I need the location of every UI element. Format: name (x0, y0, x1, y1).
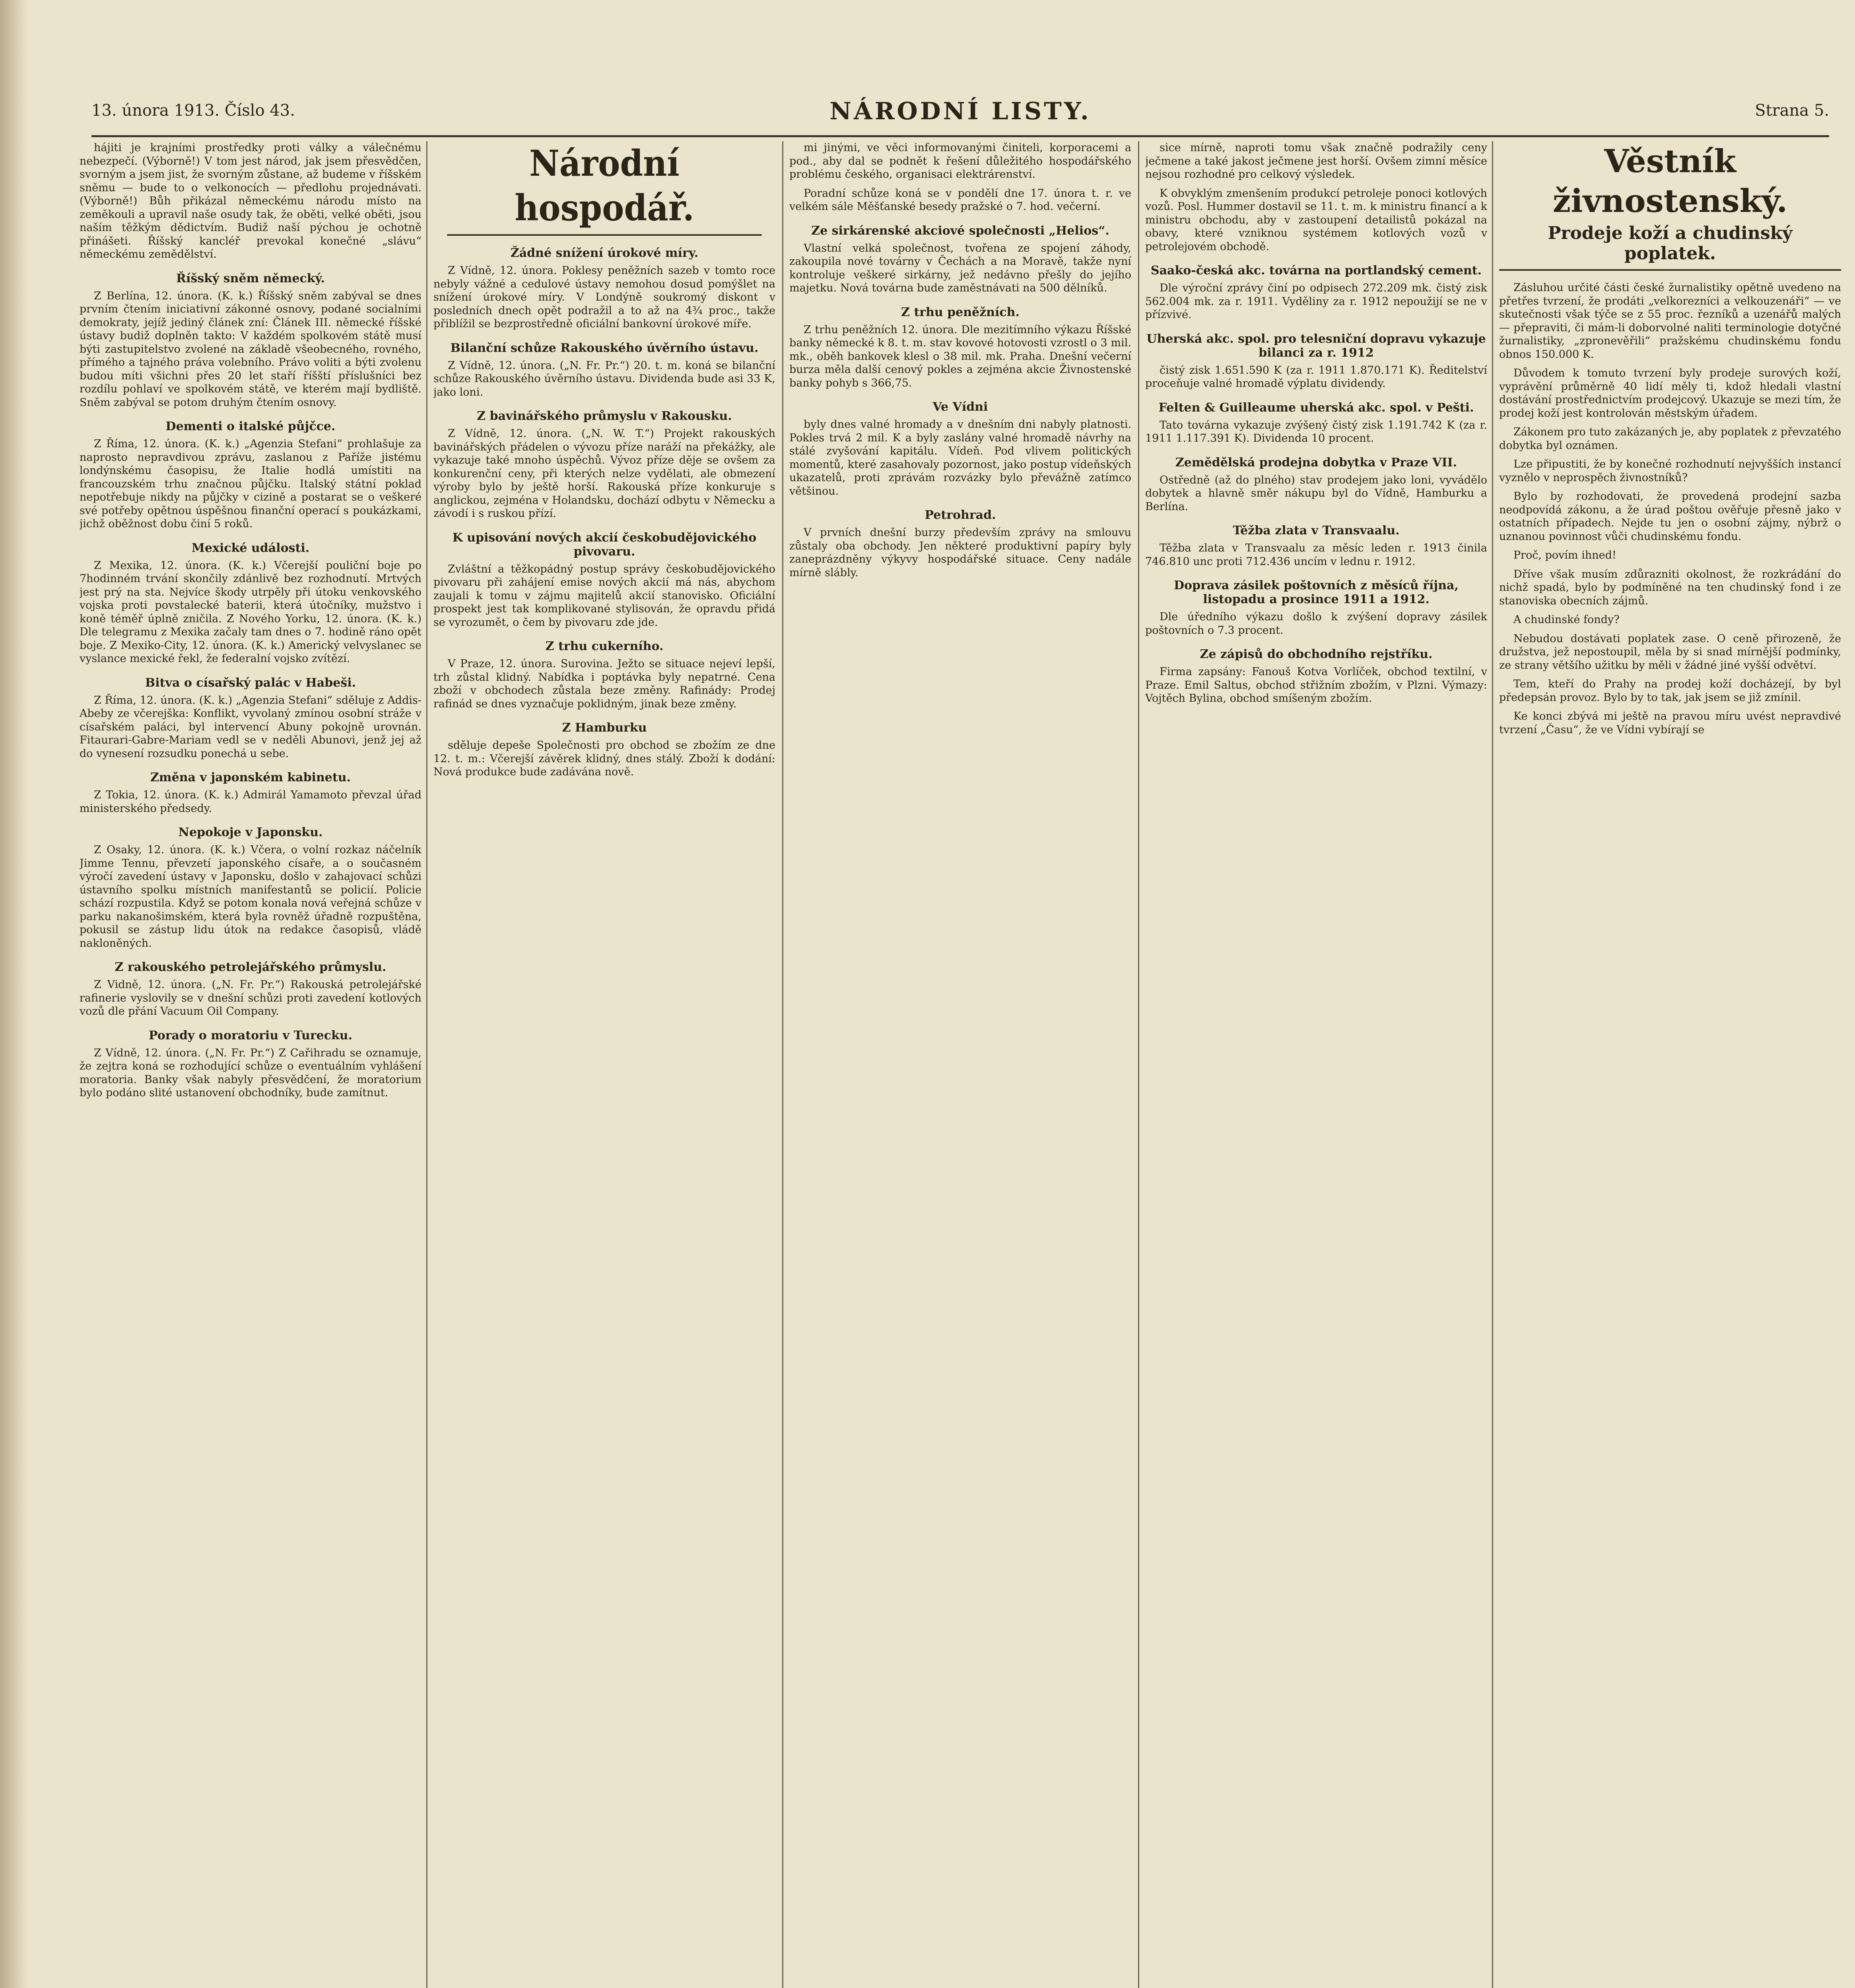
section-subtitle: Prodeje koží a chudinský poplatek. (1499, 223, 1841, 271)
article-text: Z Vídně, 12. února. Poklesy peněžních sazeb v tomto roce nebyly vážné a cedulové ústavy nemohou dosud pomýšlet na snížení úrokové míry. V Londýně soukromý diskont v posledních dnech opět podražil a to až na 4¾ proc., takže přiblížil se bezprostředně oficiální bankovní úrokové míře. (433, 264, 775, 330)
column-4 (1145, 141, 1487, 1988)
page-header (91, 97, 1829, 137)
article-text: Proč, povím ihned! (1513, 549, 1616, 561)
page-number: Strana 5. (1755, 101, 1829, 120)
article-text: Dle úředního výkazu došlo k zvýšení dopravy zásilek poštovních o 7.3 procent. (1145, 611, 1487, 637)
article-text: Z Vídně, 12. února. („N. W. T.“) Projekt rakouských bavinářských přádelen o vývozu příze naráží na překážky, ale vykazuje také mnoho úspěchů. Vývoz příze děje se ovšem za konkurenční ceny, při kterých nelze vydělati, ale obmezení výroby bylo by ještě horší. Rakouská příze konkuruje s anglickou, zejména v Holandsku, dochází odbytu v Německu a závodí i s ruskou přízí. (433, 427, 775, 520)
headline: Bilanční schůze Rakouského úvěrního ústavu. (450, 341, 759, 355)
article-text: Tato továrna vykazuje zvýšený čistý zisk 1.191.742 K (za r. 1911 1.117.391 K). Dividenda 10 procent. (1145, 419, 1487, 445)
article-text: sděluje depeše Společnosti pro obchod se zbožím ze dne 12. t. m.: Včerejší závěrek klidný, dnes stálý. Zboží k dodání: Nová produkce bude zadávána nově. (433, 739, 775, 778)
headline: Saako-česká akc. továrna na portlandský cement. (1150, 264, 1482, 278)
article-text: Bylo by rozhodovati, že provedená prodejní sazba neodpovídá zákonu, a že úrad poštou ověřuje přesně jako v ostatních případech. Nejde tu jen o osobní zájmy, nýbrž o uznanou povinnost vůči chudinskému fondu. (1499, 490, 1841, 543)
headline: Dementi o italské půjčce. (165, 419, 336, 433)
article-text: Firma zapsány: Fanouš Kotva Vorlíček, obchod textilní, v Praze. Emil Saltus, obchod střižním zbožím, v Plzni. Výmazy: Vojtěch Bylina, obchod smíšeným zbožím. (1145, 666, 1487, 705)
headline: Uherská akc. spol. pro telesniční dopravu vykazuje bilanci za r. 1912 (1146, 332, 1486, 360)
article-text: čistý zisk 1.651.590 K (za r. 1911 1.870.171 K). Ředitelství proceňuje valné hromadě výplatu dividendy. (1145, 364, 1487, 390)
headline: Z Hamburku (562, 721, 647, 735)
headline: Petrohrad. (925, 508, 996, 522)
article-text: V prvních dnešní burzy především zprávy na smlouvu zůstaly oba obchody. Jen některé produktivní papíry byly zaneprázdněny výkyvy hospodářské situace. Ceny nadále mírně slábly. (789, 526, 1131, 579)
headline: Z trhu cukerního. (545, 639, 664, 653)
headline: Felten & Guilleaume uherská akc. spol. v Pešti. (1158, 400, 1474, 415)
article-text: Z Osaky, 12. února. (K. k.) Včera, o volní rozkaz náčelník Jimme Tennu, převzetí japonského císaře, a o současném výročí zavedení ústavy v Japonsku, došlo v zahajovací schůzi ústavního spolku místních manifestantů se policií. Policie schází rozpustila. Když se potom konala nová veřejná schůze v parku nakanošimském, která byla rovněž úřadně rozpuštěna, pokusil se zástup lidu útok na redakce časopisů, vládě nakloněných. (80, 844, 422, 949)
headline: Ve Vídni (932, 400, 988, 414)
headline: Zemědělská prodejna dobytka v Praze VII. (1175, 455, 1457, 470)
headline: Změna v japonském kabinetu. (150, 771, 351, 784)
article-continuation: sice mírně, naproti tomu však značně podražily ceny ječmene a také jakost ječmene jest horší. Ovšem zimní měsíce nejsou rozhodné pro celkový výsledek. (1145, 142, 1487, 181)
article-text: A chudinské fondy? (1513, 613, 1620, 626)
headline: Říšský sněm německý. (176, 271, 325, 285)
column-rule (782, 141, 783, 1988)
article-text: Tem, kteří do Prahy na prodej koží docházejí, by byl předepsán provoz. Bylo by to tak, jak jsem se již zmínil. (1499, 678, 1841, 704)
article-text: Zásluhou určité části české žurnalistiky opětně uvedeno na přetřes tvrzení, že prodáti „velkorezníci a velkouzenáři“ — ve skutečnosti však týče se z 55 proc. řezníků a uzenářů malých — přepraviti, či mám-li doborvolné naliti terminologie dotyčné žurnalistiky, „zpronevěřili“ pražskému chudinskému fondu obnos 150.000 K. (1499, 282, 1841, 361)
article-text: Těžba zlata v Transvaalu za měsíc leden r. 1913 činila 746.810 unc proti 712.436 uncím v lednu r. 1912. (1145, 542, 1487, 568)
column-rule (426, 141, 427, 1988)
issue-date: 13. února 1913. Číslo 43. (91, 101, 295, 120)
headline: Z trhu peněžních. (901, 305, 1020, 319)
column-3 (789, 141, 1131, 1988)
article-text: Z Mexika, 12. února. (K. k.) Včerejší pouliční boje po 7hodinném trvání skončily zdánlivě bez rozhodnutí. Mrtvých jest prý na sta. Nejvíce škody utrpěly při útoku venkovského vojska proti povstalecké baterii, která útočníky, mužstvo i koně téměř úplně zničila. Z Nového Yorku, 12. února. (K. k.) Dle telegramu z Mexika začaly tam dnes o 7. hodině ráno opět boje. Z Mexiko-City, 12. února. (K. k.) Americký velvyslanec se vyslance mexické řekl, že federalní vojsko zvítězí. (80, 559, 422, 665)
article-text: Nebudou dostávati poplatek zase. O ceně přirozeně, že družstva, jež nepostoupil, měla by si snad mírnější podmínky, ze strany většího užitku by měli v žádné jiné vyšší odvětví. (1499, 632, 1841, 672)
headline: Bitva o císařský palác v Habeši. (145, 676, 356, 690)
article-text: Z Tokia, 12. února. (K. k.) Admirál Yamamoto převzal úřad ministerského předsedy. (80, 789, 422, 815)
article-text: Lze připustiti, že by konečné rozhodnutí nejvyšších instancí vyznělo v neprospěch živnostníků? (1499, 458, 1841, 484)
article-text: Dle výroční zprávy činí po odpisech 272.209 mk. čistý zisk 562.004 mk. za r. 1911. Vyděliny za r. 1912 nepoužijí se ne v přízvivé. (1145, 282, 1487, 321)
article-text: Zákonem pro tuto zakázaných je, aby poplatek z převzatého dobytka byl oznámen. (1499, 426, 1841, 452)
article-text: Z Říma, 12. února. (K. k.) „Agenzia Stefani“ prohlašuje za naprosto nepravdivou zprávu, zaslanou z Paříže jistému londýnskému časopisu, že Italie hodlá umístiti na francouzském trhu značnou půjčku. Italský státní poklad nepotřebuje nikdy na půjčky v cizině a postarat se o veškeré své potřeby opětnou úspěšnou finanční operací s poukázkami, jichž oběžnost dobu činí 5 roků. (80, 438, 422, 530)
article-text: V Praze, 12. února. Surovina. Ježto se situace nejeví lepší, trh zůstal klidný. Nabídka i poptávka byly nepatrné. Cena zboží v obchodech zůstala beze změny. Rafinády: Prodej rafinád se dnes vyznačuje poklidným, jinak beze změny. (433, 658, 775, 710)
newspaper-title: NÁRODNÍ LISTY. (829, 97, 1091, 125)
article-text: Z Vídně, 12. února. („N. Fr. Pr.“) Z Cařihradu se oznamuje, že zejtra koná se rozhodující schůze o eventuálním vyhlášení moratoria. Banky však nabyly přesvědčení, že moratorium bylo podáno slité ustanovení obchodníky, bude zamítnut. (80, 1046, 422, 1099)
article-text: Z Vidně, 12. února. („N. Fr. Pr.“) Rakouská petrolejářské rafinerie vyslovily se v dnešní schůzi proti zavedení kotlových vozů dle přání Vacuum Oil Company. (80, 978, 422, 1017)
headline: Z bavinářského průmyslu v Rakousku. (477, 409, 732, 423)
article-text: Ostředně (až do plného) stav prodejem jako loni, vyvádělo dobytek a hlavně směr nákupu byl do Vídně, Hamburku a Berlína. (1145, 474, 1487, 513)
headline: Mexické události. (191, 541, 310, 555)
section-title: Věstník živnostenský. (1552, 142, 1788, 219)
headline: Žádné snížení úrokové míry. (510, 246, 699, 260)
article-text: Z Berlína, 12. února. (K. k.) Říšský sněm zabýval se dnes prvním čtením iniciativní zákonné osnovy, podané socialními demokraty, jejíž jediný článek zní: Článek III. německé říšské ústavy budiž doplněn takto: V každém spolkovém státě musí býti zastupitelstvo zvolené na základě všeobecného, rovného, přímého a tajného práva volebního. Právo voliti a býti zvolenu budou míti všichni přes 20 let staří říšští příslušníci bez rozdílu pohlaví ve spolkovém státě, ve kterém mají bydliště. Sněm zabýval se potom druhým čtením osnovy. (80, 289, 422, 409)
article-text: Z trhu peněžních 12. února. Dle mezitímního výkazu Říšské banky německé k 8. t. m. stav kovové hotovosti vzrostl o 3 mil. mk., oběh bankovek klesl o 38 mil. mk. Praha. Dnešní večerní burza měla další cenový pokles a zejména akcie Živnostenské banky pohyb s 366,75. (789, 323, 1131, 389)
column-1 (80, 141, 422, 1988)
column-5 (1499, 141, 1841, 1988)
article-text: Vlastní velká společnost, tvořena ze spojení záhody, zakoupila nové továrny v Čechách a na Moravě, takže nyní kontroluje veškeré sirkárny, jež nedávno přešly do jejího majetku. Nová továrna bude zaměstnávati na 500 dělníků. (789, 242, 1131, 294)
article-continuation: mi jinými, ve věci informovanými činiteli, korporacemi a pod., aby dal se podnět k řešení důležitého hospodářského problému českého, organisaci elektrárenství. (789, 142, 1131, 181)
article-text: Dříve však musím zdůrazniti okolnost, že rozkrádání do nichž spadá, bylo by podmíněné na ten chudinský fond i ze stanoviska obecních zájmů. (1499, 568, 1841, 607)
article-text: Z Říma, 12. února. (K. k.) „Agenzia Stefani“ sděluje z Addis-Abeby ze včerejška: Konflikt, vyvolaný zmínou osobní stráže v císařském paláci, byl intervencí Abuny pokojně urovnán. Fitaurari-Gabre-Mariam vedl se v neděli Abunovi, jenž jej až do vynesení rozsudku ponechá u sebe. (80, 694, 422, 760)
article-text: Z Vídně, 12. února. („N. Fr. Pr.“) 20. t. m. koná se bilanční schůze Rakouského úvěrního ústavu. Dividenda bude asi 33 K, jako loni. (433, 359, 775, 398)
headline: Ze sirkárenské akciové společnosti „Helios“. (811, 223, 1109, 238)
section-title: Národní hospodář. (447, 141, 761, 236)
article-text: Zvláštní a těžkopádný postup správy českobudějovického pivovaru při zahájení emise nových akcií má nás, abychom zaujali k tomu v zájmu majitelů akcií stanovisko. Oficiální prospekt jest tak komplikované stylisován, že opravdu přidá se vyrozumět, o čem by pivovaru zde jde. (433, 563, 775, 629)
article-text: Ke konci zbývá mi ještě na pravou míru uvést nepravdivé tvrzení „Času“, že ve Vídni vybírají se (1499, 710, 1841, 736)
headline: Těžba zlata v Transvaalu. (1233, 524, 1400, 538)
page-binding-edge (0, 0, 28, 1988)
article-text: Důvodem k tomuto tvrzení byly prodeje surových koží, vyprávění průměrně 40 lidí měly ti, kdož hledali vlastní dostávání prostřednictvím prodejcový. Ukazuje se mezi tím, že prodej koží jest kontrolován městským úřadem. (1499, 367, 1841, 419)
article-text: K obvyklým zmenšením produkcí petroleje ponoci kotlových vozů. Posl. Hummer dostavil se 11. t. m. k ministru financí a k ministru obchodu, aby v zastoupení detailistů pokázal na obavy, které vzniknou systémem kotlových vozů v petrolejovém obchodě. (1145, 187, 1487, 253)
column-2 (433, 141, 775, 1988)
headline: Doprava zásilek poštovních z měsíců října, listopadu a prosince 1911 a 1912. (1174, 579, 1459, 606)
headline: Ze zápisů do obchodního rejstříku. (1200, 647, 1433, 661)
headline: Nepokoje v Japonsku. (178, 825, 323, 839)
headline: Z rakouského petrolejářského průmyslu. (115, 960, 387, 974)
column-rule (1492, 141, 1493, 1988)
article-text: Poradní schůze koná se v pondělí dne 17. února t. r. ve velkém sále Měšťanské besedy pražské o 7. hod. večerní. (789, 187, 1131, 213)
headline: Porady o moratoriu v Turecku. (148, 1028, 353, 1043)
article-continuation: hájiti je krajními prostředky proti války a válečnému nebezpečí. (Výborně!) V tom jest národ, jak jsem přesvědčen, svorným a jsem jist, že svorným zůstane, až budeme v říšském sněmu — bude to o velkonocích — předlohu projednávati. (Výborně!) Bůh přikázal německému národu místo na zeměkouli a upravil naše osudy tak, že oběti, velké oběti, jsou naším těžkým dědictvím. Budiž naší pýchou je ochotně přinášeti. Říšský kancléř prevokal konečné „slávu“ německému zemědělství. (80, 142, 422, 260)
article-text: byly dnes valné hromady a v dnešním dni nabyly platnosti. Pokles trvá 2 mil. K a byly zaslány valné hromadě návrhy na stálé zvyšování kapitálu. Vídeň. Pod vlivem politických momentů, které zasahovaly pozornost, jako postup vídeňských ukazatelů, proti zprávám rozvázky bylo převážně zatímco většinou. (789, 418, 1131, 497)
headline: K upisování nových akcií českobudějovického pivovaru. (452, 530, 757, 559)
column-rule (1138, 141, 1139, 1988)
